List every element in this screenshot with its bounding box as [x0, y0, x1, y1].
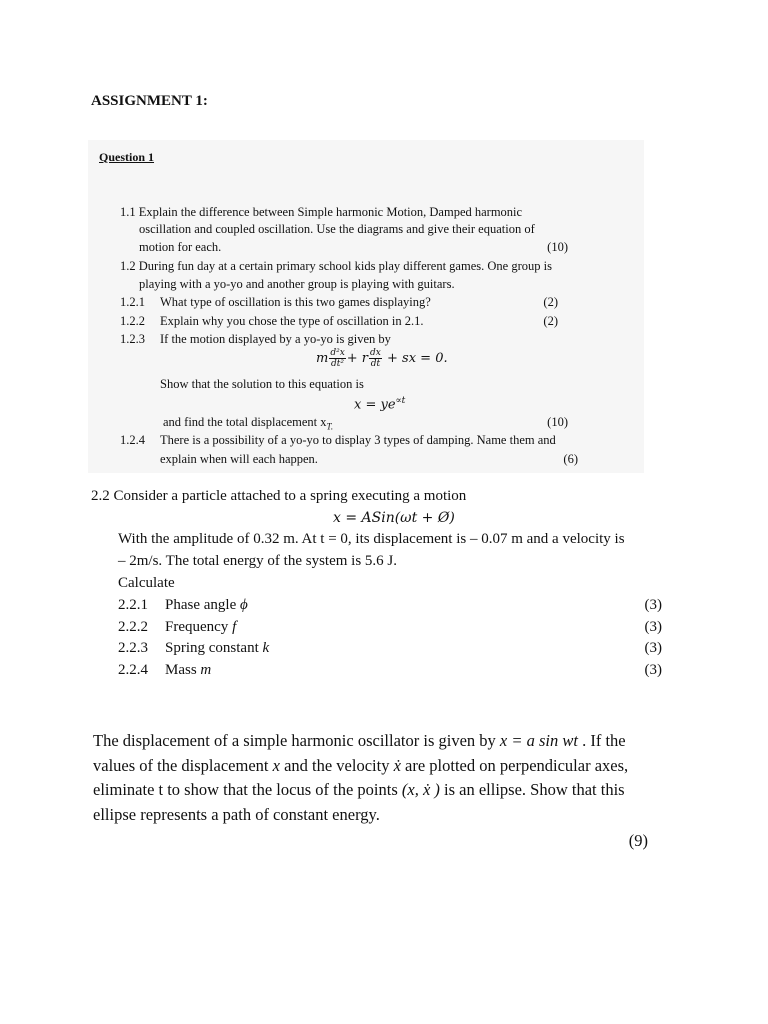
q2-2-2-marks: (3): [644, 619, 662, 635]
q1-1-line3: motion for each.: [139, 240, 222, 254]
q2-2-4-label: Mass m: [165, 662, 212, 678]
final-line3: eliminate t to show that the locus of the points (x, ẋ ) is an ellipse. Show that this: [93, 780, 625, 799]
q2-2-line2: – 2m/s. The total energy of the system is 5.6 J.: [118, 553, 398, 569]
q1-2-3-find-text: and find the total displacement $x_{T.}$: [163, 415, 334, 432]
q1-2-2-text: Explain why you chose the type of oscillation in 2.1.: [160, 314, 424, 328]
q1-2-line1: 1.2 During fun day at a certain primary school kids play different games. One group is: [120, 259, 552, 273]
q2-2-3-number: 2.2.3: [118, 640, 148, 656]
q1-2-1-text: What type of oscillation is this two games displaying?: [160, 295, 431, 309]
q1-1-marks: (10): [547, 240, 568, 254]
q1-2-1-marks: (2): [543, 295, 558, 309]
yoyo-equation: m $\frac{\text{d²x}}{\text{dt²}}$ + r $\frac{dx}{dt}$ + sx = 0.: [316, 348, 448, 369]
q1-1-line2: oscillation and coupled oscillation. Use the diagrams and give their equation of: [139, 222, 535, 236]
question1-title: Question 1: [99, 150, 155, 164]
q1-2-3-show-text: Show that the solution to this equation is: [160, 377, 364, 391]
q2-2-1-marks: (3): [644, 597, 662, 613]
q2-2-1-label: Phase angle ϕ: [165, 597, 248, 613]
assignment-heading: ASSIGNMENT 1:: [91, 93, 208, 109]
q2-2-2-label: Frequency f: [165, 619, 237, 635]
q2-2-3-marks: (3): [644, 640, 662, 656]
q1-2-4-line2: explain when will each happen.: [160, 452, 318, 466]
q1-2-4-marks: (6): [563, 452, 578, 466]
q1-1-line1: 1.1 Explain the difference between Simple harmonic Motion, Damped harmonic: [120, 205, 523, 219]
q2-2-2-number: 2.2.2: [118, 619, 148, 635]
q2-2-4-number: 2.2.4: [118, 662, 148, 678]
final-line4: ellipse represents a path of constant energy.: [93, 805, 380, 824]
q1-2-line2: playing with a yo-yo and another group is playing with guitars.: [139, 277, 455, 291]
q1-2-3-number: 1.2.3: [120, 332, 145, 346]
q2-2-1-number: 2.2.1: [118, 597, 148, 613]
final-line1: The displacement of a simple harmonic oscillator is given by x = a sin wt . If the: [93, 731, 626, 750]
q1-2-4-number: 1.2.4: [120, 433, 145, 447]
q1-2-2-number: 1.2.2: [120, 314, 145, 328]
q2-2-line1: With the amplitude of 0.32 m. At t = 0, its displacement is – 0.07 m and a velocity is: [118, 531, 625, 547]
q2-2-equation: x = ASin(ωt + Ø): [333, 510, 455, 526]
q1-2-1-number: 1.2.1: [120, 295, 145, 309]
q1-2-2-marks: (2): [543, 314, 558, 328]
q1-2-3-text: If the motion displayed by a yo-yo is given by: [160, 332, 391, 346]
q2-2-intro: 2.2 Consider a particle attached to a spring executing a motion: [91, 488, 467, 504]
q2-2-4-marks: (3): [644, 662, 662, 678]
q1-2-3-marks: (10): [547, 415, 568, 429]
q2-2-3-label: Spring constant k: [165, 640, 270, 656]
final-line2: values of the displacement x and the velocity ẋ are plotted on perpendicular axes,: [93, 756, 629, 775]
q2-2-calculate: Calculate: [118, 575, 175, 591]
yoyo-solution: $x = ye^{\propto t}$: [354, 396, 406, 413]
final-marks: (9): [628, 831, 648, 850]
q1-2-4-line1: There is a possibility of a yo-yo to display 3 types of damping. Name them and: [160, 433, 556, 447]
